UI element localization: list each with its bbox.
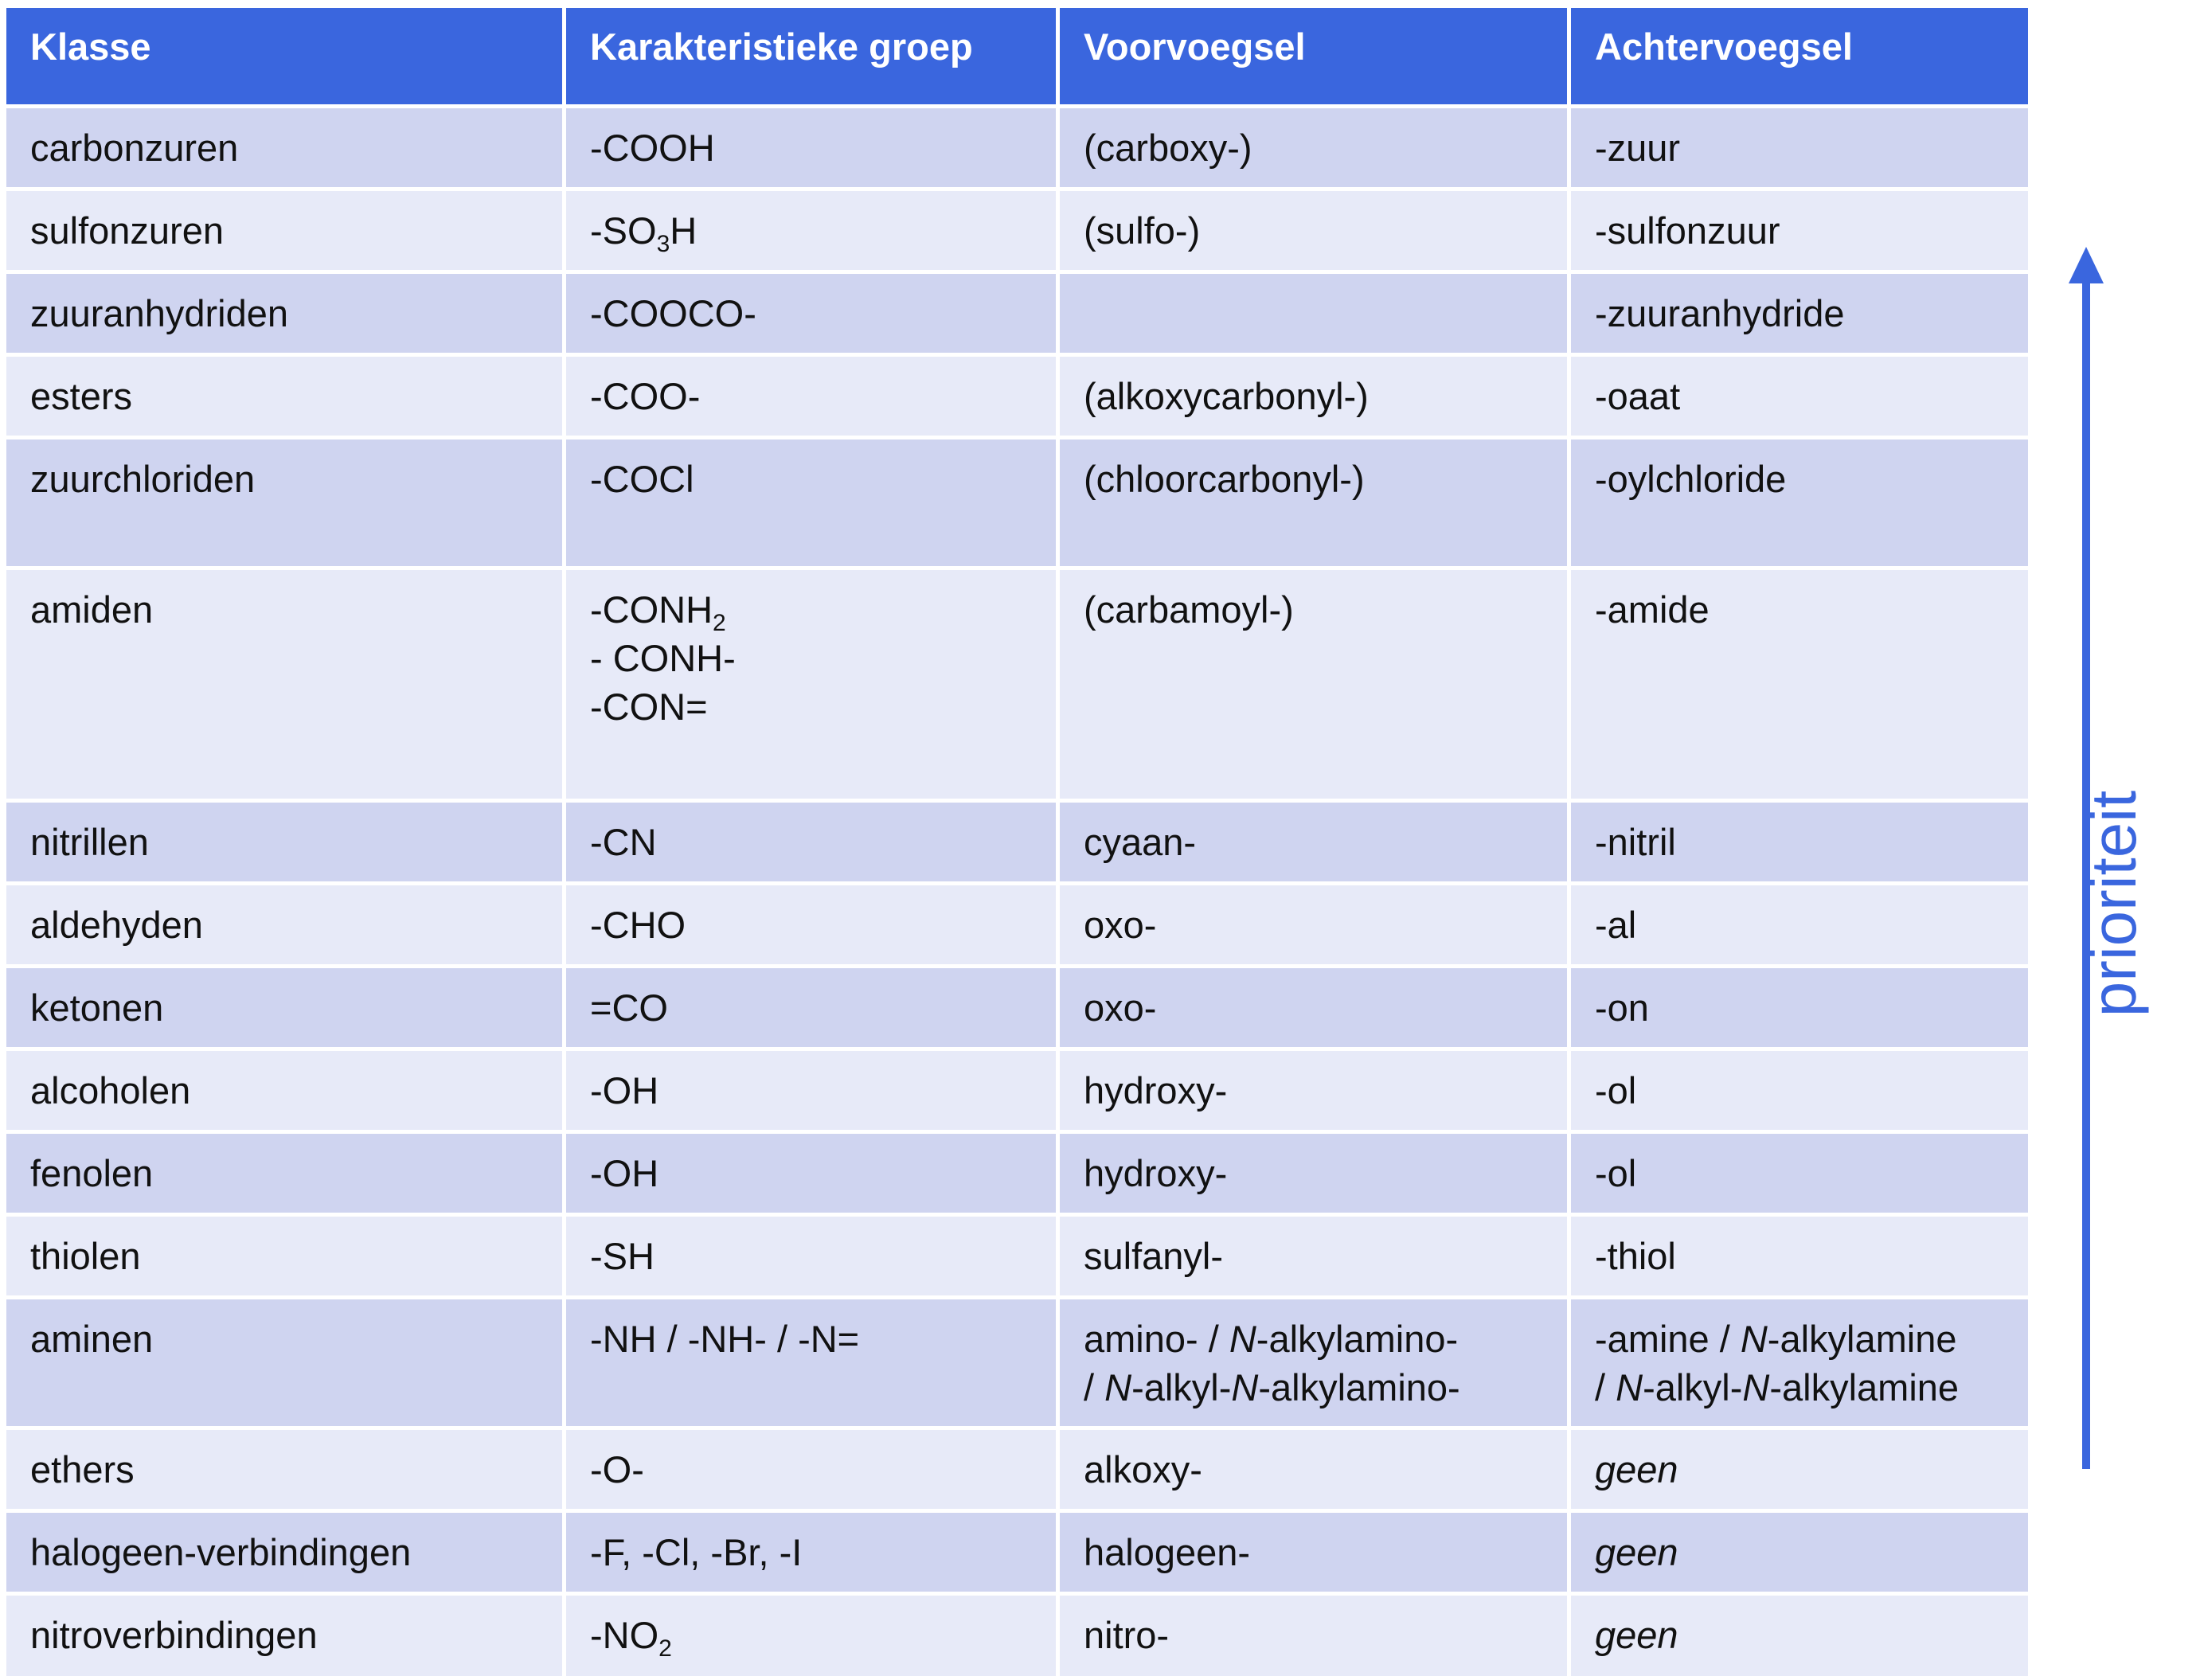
formula-line: - CONH- xyxy=(590,637,736,679)
cell-groep: -F, -Cl, -Br, -I xyxy=(565,1511,1058,1594)
cell-voorvoegsel: sulfanyl- xyxy=(1058,1215,1569,1298)
italic-n: N xyxy=(1104,1366,1132,1408)
text-part: amino- / xyxy=(1084,1318,1229,1360)
cell-achtervoegsel: -nitril xyxy=(1569,801,2030,884)
cell-groep: -NH / -NH- / -N= xyxy=(565,1298,1058,1428)
cell-klasse: thiolen xyxy=(5,1215,565,1298)
cell-groep: -SH xyxy=(565,1215,1058,1298)
cell-klasse: carbonzuren xyxy=(5,107,565,189)
cell-groep xyxy=(565,189,1058,272)
cell-klasse: esters xyxy=(5,355,565,438)
table-row xyxy=(5,272,2030,355)
cell-klasse: nitrillen xyxy=(5,801,565,884)
header-karakteristieke-groep: Karakteristieke groep xyxy=(565,6,1058,107)
cell-groep: -OH xyxy=(565,1049,1058,1132)
prefix-line xyxy=(1084,1363,1543,1412)
priority-label: prioriteit xyxy=(2078,790,2149,1018)
cell-groep xyxy=(565,568,1058,801)
table-row xyxy=(5,355,2030,438)
text-part: -alkylamine xyxy=(1767,1318,1957,1360)
formula-part: H xyxy=(670,209,698,252)
cell-groep: -OH xyxy=(565,1132,1058,1215)
formula-part: -SO xyxy=(590,209,657,252)
cell-klasse: aminen xyxy=(5,1298,565,1428)
italic-n: N xyxy=(1616,1366,1643,1408)
text-part: / xyxy=(1084,1366,1105,1408)
cell-klasse: amiden xyxy=(5,568,565,801)
cell-klasse: ketonen xyxy=(5,967,565,1049)
cell-groep: =CO xyxy=(565,967,1058,1049)
italic-n: N xyxy=(1231,1366,1259,1408)
cell-klasse: zuurchloriden xyxy=(5,438,565,568)
cell-voorvoegsel: oxo- xyxy=(1058,884,1569,967)
suffix-line xyxy=(1595,1315,2004,1363)
formula-line xyxy=(590,585,1032,634)
cell-groep: -CN xyxy=(565,801,1058,884)
cell-klasse: sulfonzuren xyxy=(5,189,565,272)
text-part: / xyxy=(1595,1366,1616,1408)
cell-achtervoegsel: -sulfonzuur xyxy=(1569,189,2030,272)
cell-klasse: ethers xyxy=(5,1428,565,1511)
cell-groep xyxy=(565,1594,1058,1678)
cell-voorvoegsel: hydroxy- xyxy=(1058,1132,1569,1215)
table-row xyxy=(5,1511,2030,1594)
text-part: -alkyl- xyxy=(1643,1366,1743,1408)
cell-achtervoegsel: -zuuranhydride xyxy=(1569,272,2030,355)
cell-groep: -COOCO- xyxy=(565,272,1058,355)
text-part: -alkyl- xyxy=(1131,1366,1232,1408)
cell-achtervoegsel xyxy=(1569,1298,2030,1428)
cell-klasse: nitroverbindingen xyxy=(5,1594,565,1678)
table-row xyxy=(5,438,2030,568)
cell-voorvoegsel: nitro- xyxy=(1058,1594,1569,1678)
cell-groep: -O- xyxy=(565,1428,1058,1511)
cell-klasse: zuuranhydriden xyxy=(5,272,565,355)
cell-achtervoegsel: geen xyxy=(1569,1594,2030,1678)
table-row xyxy=(5,1215,2030,1298)
text-part: -alkylamine xyxy=(1769,1366,1960,1408)
table-row xyxy=(5,107,2030,189)
header-achtervoegsel: Achtervoegsel xyxy=(1569,6,2030,107)
cell-voorvoegsel: oxo- xyxy=(1058,967,1569,1049)
formula-subscript: 3 xyxy=(656,231,670,257)
table-row xyxy=(5,1428,2030,1511)
header-klasse: Klasse xyxy=(5,6,565,107)
italic-n: N xyxy=(1740,1318,1768,1360)
formula-subscript: 2 xyxy=(713,610,726,636)
table-header-row xyxy=(5,6,2030,107)
cell-achtervoegsel: geen xyxy=(1569,1511,2030,1594)
cell-voorvoegsel: (carbamoyl-) xyxy=(1058,568,1569,801)
cell-achtervoegsel: -oylchloride xyxy=(1569,438,2030,568)
table-row xyxy=(5,568,2030,801)
cell-achtervoegsel: -thiol xyxy=(1569,1215,2030,1298)
table-row xyxy=(5,1049,2030,1132)
text-part: -alkylamino- xyxy=(1258,1366,1460,1408)
cell-voorvoegsel: hydroxy- xyxy=(1058,1049,1569,1132)
cell-achtervoegsel: -on xyxy=(1569,967,2030,1049)
arrow-head xyxy=(2069,247,2104,283)
functional-groups-table xyxy=(2,4,2032,1680)
cell-voorvoegsel: (chloorcarbonyl-) xyxy=(1058,438,1569,568)
cell-achtervoegsel: -zuur xyxy=(1569,107,2030,189)
cell-voorvoegsel xyxy=(1058,272,1569,355)
cell-groep: -COCl xyxy=(565,438,1058,568)
table-row xyxy=(5,1298,2030,1428)
cell-voorvoegsel: (sulfo-) xyxy=(1058,189,1569,272)
suffix-line xyxy=(1595,1363,2004,1412)
cell-voorvoegsel: cyaan- xyxy=(1058,801,1569,884)
cell-achtervoegsel: -amide xyxy=(1569,568,2030,801)
cell-achtervoegsel: -al xyxy=(1569,884,2030,967)
header-voorvoegsel: Voorvoegsel xyxy=(1058,6,1569,107)
formula-subscript: 2 xyxy=(658,1635,672,1662)
cell-achtervoegsel: -ol xyxy=(1569,1049,2030,1132)
prefix-line xyxy=(1084,1315,1543,1363)
cell-klasse: fenolen xyxy=(5,1132,565,1215)
cell-groep: -COO- xyxy=(565,355,1058,438)
text-part: -alkylamino- xyxy=(1256,1318,1459,1360)
cell-groep: -COOH xyxy=(565,107,1058,189)
cell-klasse: alcoholen xyxy=(5,1049,565,1132)
cell-voorvoegsel: alkoxy- xyxy=(1058,1428,1569,1511)
table-row xyxy=(5,967,2030,1049)
cell-klasse: halogeen-verbindingen xyxy=(5,1511,565,1594)
table-row xyxy=(5,1594,2030,1678)
cell-voorvoegsel: halogeen- xyxy=(1058,1511,1569,1594)
text-part: -amine / xyxy=(1595,1318,1741,1360)
table-row xyxy=(5,884,2030,967)
table-row xyxy=(5,801,2030,884)
italic-n: N xyxy=(1742,1366,1770,1408)
cell-klasse: aldehyden xyxy=(5,884,565,967)
cell-voorvoegsel xyxy=(1058,1298,1569,1428)
cell-achtervoegsel: -ol xyxy=(1569,1132,2030,1215)
table-row xyxy=(5,189,2030,272)
formula-line: -CON= xyxy=(590,686,708,728)
table-row xyxy=(5,1132,2030,1215)
formula-part: -NO xyxy=(590,1614,659,1656)
cell-groep: -CHO xyxy=(565,884,1058,967)
cell-achtervoegsel: geen xyxy=(1569,1428,2030,1511)
cell-achtervoegsel: -oaat xyxy=(1569,355,2030,438)
cell-voorvoegsel: (carboxy-) xyxy=(1058,107,1569,189)
formula-part: -CONH xyxy=(590,588,713,631)
cell-voorvoegsel: (alkoxycarbonyl-) xyxy=(1058,355,1569,438)
italic-n: N xyxy=(1229,1318,1256,1360)
